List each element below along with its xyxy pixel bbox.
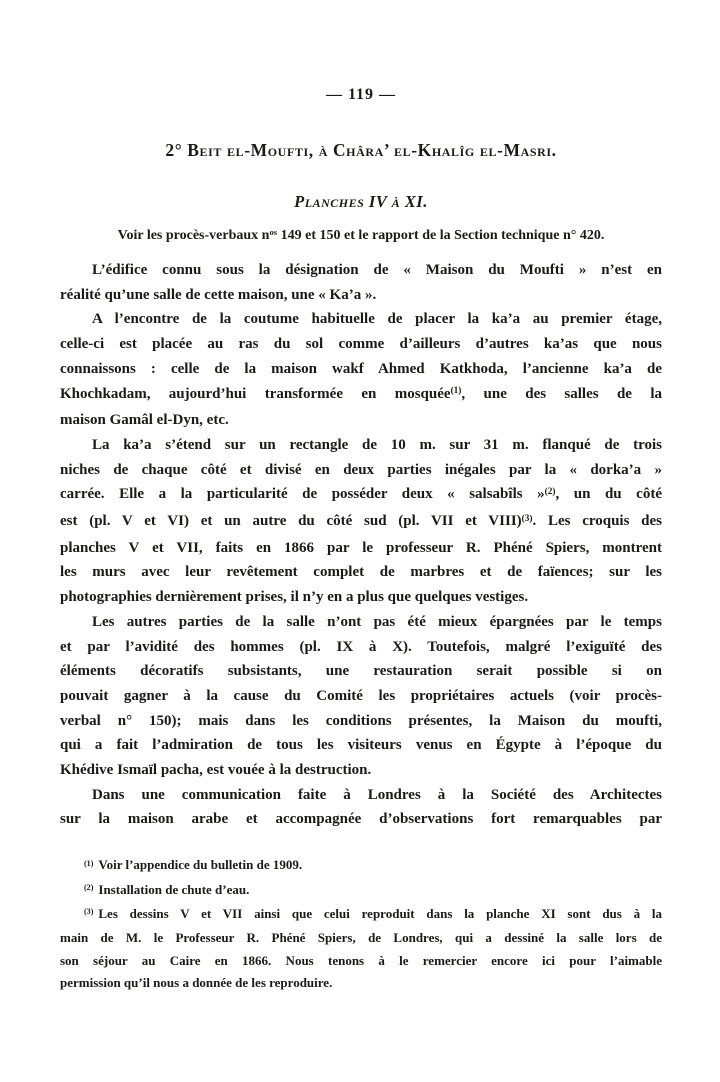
footnote-ref-1: (1) [450, 386, 462, 397]
text-segment: est (pl. V et VI) et un autre du côté sud (pl. VII et VIII) [60, 513, 522, 530]
text-line: qui a fait l’admiration de tous les visiteurs venus en Égypte à l’époque du [60, 737, 662, 754]
footnote-marker-2: (2) [84, 882, 94, 892]
footnote-line [60, 903, 662, 927]
text-line: photographies dernièrement prises, il n’y en a plus que quelques vestiges. [60, 589, 529, 606]
footnote-line: main de M. le Professeur R. Phéné Spiers, de Londres, qui a dessiné la salle lors de [60, 930, 662, 946]
text-line: réalité qu’une salle de cette maison, une « Ka’a ». [60, 286, 377, 303]
text-line: L’édifice connu sous la désignation de « Maison du Moufti » n’est en [92, 262, 662, 278]
text-line [60, 482, 662, 509]
text-line: celle-ci est placée au ras du sol comme d’ailleurs d’autres ka’as que nous [60, 336, 662, 353]
text-line: pouvait gagner à la cause du Comité les propriétaires actuels (voir procès- [60, 687, 662, 704]
reference-note [60, 228, 662, 244]
text-line: niches de chaque côté et divisé en deux parties inégales par la « dorka’a » [60, 461, 662, 478]
text-line: les murs avec leur revêtement complet de marbres et de faïences; sur les [60, 564, 662, 581]
text-segment: , un du côté [555, 486, 662, 503]
main-text [60, 258, 662, 832]
text-line: A l’encontre de la coutume habituelle de placer la ka’a au premier étage, [92, 311, 662, 328]
text-segment: Khochkadam, aujourd’hui transformée en mosquée [60, 385, 451, 402]
footnote-marker-1: (1) [84, 858, 94, 868]
text-line: sur la maison arabe et accompagnée d’observations fort remarquables par [60, 811, 662, 828]
text-line [60, 509, 662, 536]
footnote-text: Les dessins V et VII ainsi que celui reproduit dans la planche XI sont dus à la [98, 905, 662, 921]
footnotes-section [60, 854, 662, 994]
text-line: planches V et VII, faits en 1866 par le professeur R. Phéné Spiers, montrent [60, 539, 662, 556]
text-line: Khédive Ismaïl pacha, est vouée à la destruction. [60, 762, 372, 779]
text-segment: 149 et 150 et le rapport de la Section technique n° 420. [277, 228, 605, 243]
text-line: Dans une communication faite à Londres à la Société des Architectes [92, 786, 662, 803]
footnote-line: permission qu’il nous a donnée de les reproduire. [60, 975, 333, 991]
text-segment: . Les croquis des [532, 513, 662, 530]
footnote-text: Installation de chute d’eau. [98, 881, 250, 897]
text-segment: , une des salles de la [461, 385, 662, 402]
text-line: et par l’avidité des hommes (pl. IX à X). Toutefois, malgré l’exiguïté des [60, 638, 662, 655]
text-line: éléments décoratifs subsistants, une restauration serait possible si on [60, 663, 662, 680]
footnote-marker-3: (3) [84, 907, 94, 917]
footnote-line [60, 854, 662, 878]
ordinal-superscript: os [269, 227, 278, 238]
footnote-line [60, 879, 662, 903]
footnote-text: Voir l’appendice du bulletin de 1909. [98, 857, 303, 873]
footnote-ref-3: (3) [521, 513, 533, 524]
text-line: maison Gamâl el-Dyn, etc. [60, 412, 229, 429]
text-line [60, 382, 662, 409]
plates-subtitle: Planches IV à XI. [294, 192, 428, 211]
page-number: — 119 — [325, 86, 397, 103]
text-line: verbal n° 150); mais dans les conditions présentes, la Maison du moufti, [60, 712, 662, 729]
text-line: Les autres parties de la salle n’ont pas été mieux épargnées par le temps [92, 613, 662, 630]
footnote-ref-2: (2) [544, 487, 556, 498]
footnote-line: son séjour au Caire en 1866. Nous tenons à le remercier encore ici pour l’aimable [60, 952, 662, 968]
section-title: 2° Beit el-Moufti, à Châra’ el-Khalîg el-Masri. [165, 140, 557, 160]
text-segment: Voir les procès-verbaux n [117, 228, 270, 243]
text-segment: carrée. Elle a la particularité de posséder deux « salsabîls » [60, 486, 545, 503]
text-line: La ka’a s’étend sur un rectangle de 10 m. sur 31 m. flanqué de trois [92, 436, 662, 453]
text-line: connaissons : celle de la maison wakf Ahmed Katkhoda, l’ancienne ka’a de [60, 360, 662, 377]
